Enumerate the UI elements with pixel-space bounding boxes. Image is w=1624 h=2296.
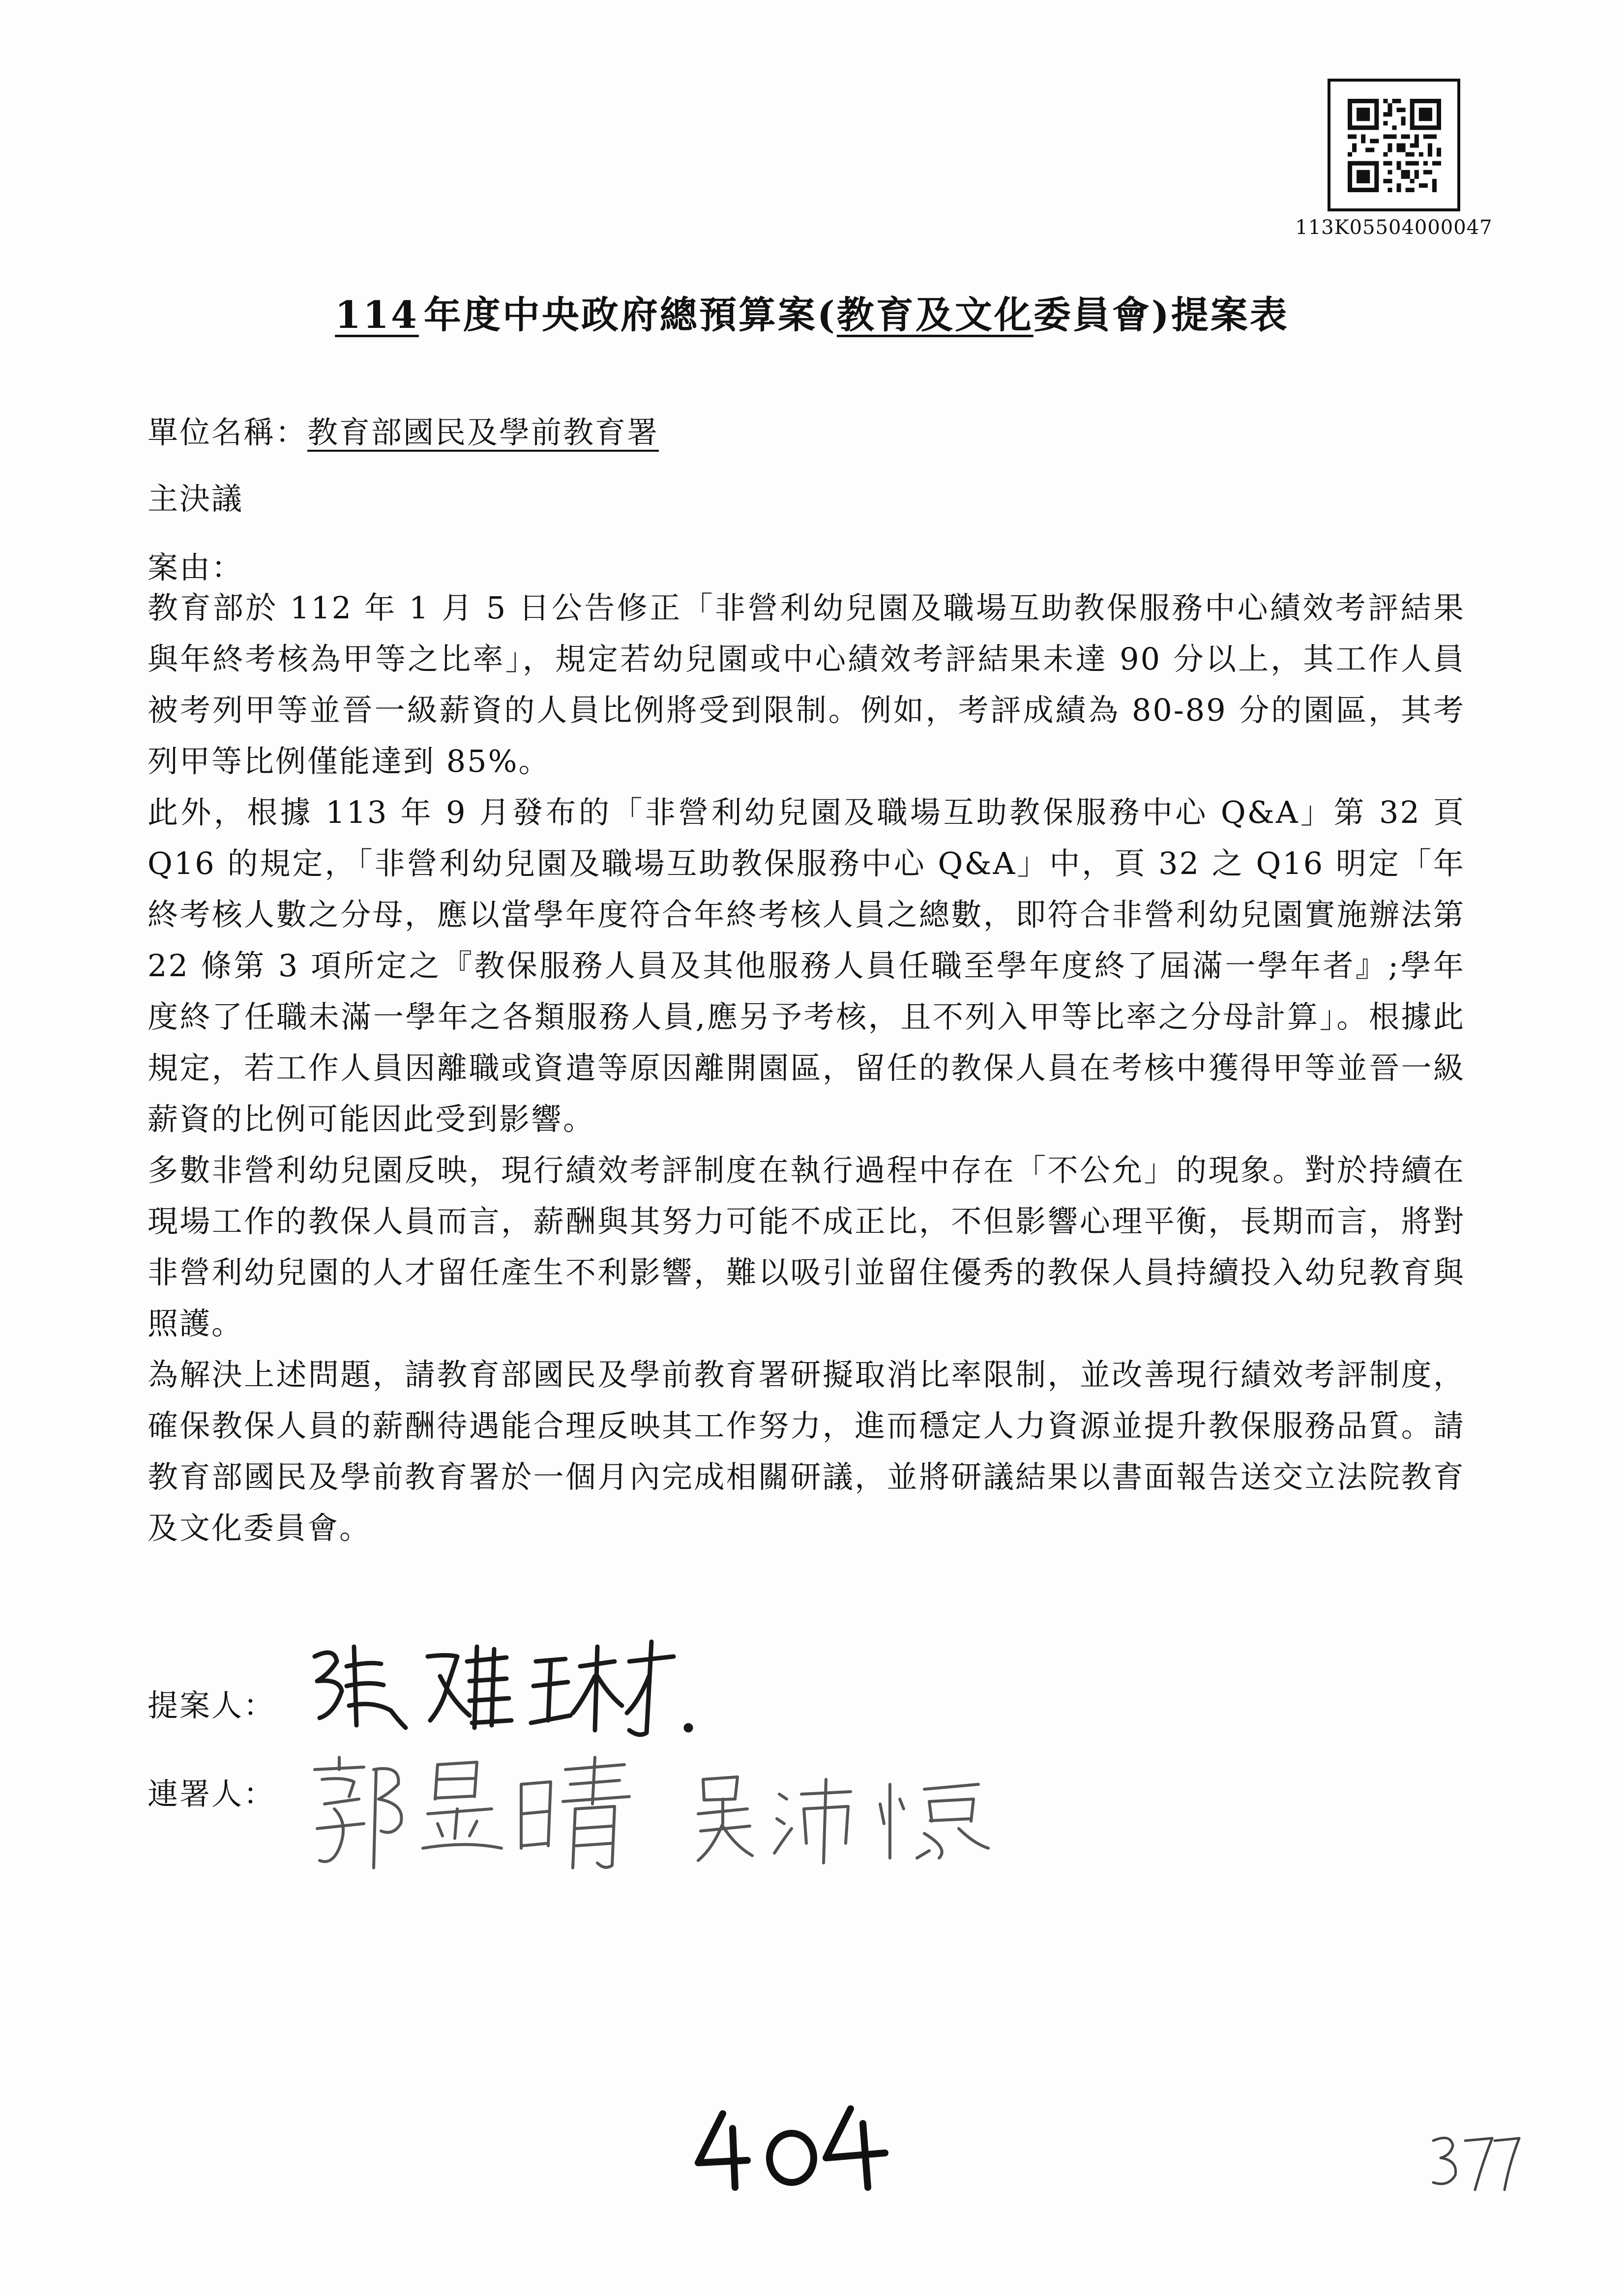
paragraph-1: 教育部於 112 年 1 月 5 日公告修正「非營利幼兒園及職場互助教保服務中心績效考評結果與年終考核為甲等之比率」，規定若幼兒園或中心績效考評結果未達 90 分以上，其工作人員被考列甲等並晉一級薪資的人員比例將受到限制。例如，考評成績為 80-89 分的園區，其考列甲等比例僅能達到 85%。 [148, 590, 1465, 779]
qr-code [1328, 79, 1460, 211]
serial-number: 113K05504000047 [1295, 216, 1493, 239]
handwritten-page-number-text [688, 2104, 726, 2126]
title-year: 114 [335, 293, 419, 337]
unit-value: 教育部國民及學前教育署 [307, 414, 659, 450]
title-part1: 年度中央政府總預算案( [423, 293, 837, 337]
proposer-signature-text [300, 1627, 359, 1655]
handwritten-page-number [688, 2104, 905, 2194]
cosigner-signature-2-text [693, 1770, 752, 1798]
proposer-label: 提案人： [148, 1687, 276, 1723]
unit-label: 單位名稱： [148, 414, 308, 450]
resolution-type: 主決議 [148, 481, 244, 517]
paragraph-3: 多數非營利幼兒園反映，現行績效考評制度在執行過程中存在「不公允」的現象。對於持續在現場工作的教保人員而言，薪酬與其努力可能不成正比，不但影響心理平衡，長期而言，將對非營利幼兒園的人才留任產生不利影響，難以吸引並留住優秀的教保人員持續投入幼兒教育與照護。 [148, 1152, 1465, 1341]
cosigner-label: 連署人： [148, 1776, 276, 1812]
proposer-signature [300, 1627, 703, 1742]
corner-page-number-text [1426, 2128, 1460, 2149]
title-part2: 委員會)提案表 [1033, 293, 1289, 337]
reason-body [148, 582, 1465, 1554]
paragraph-4: 為解決上述問題，請教育部國民及學前教育署研擬取消比率限制，並改善現行績效考評制度，確保教保人員的薪酬待遇能合理反映其工作努力，進而穩定人力資源並提升教保服務品質。請教育部國民及學前教育署於一個月內完成相關研議，並將研議結果以書面報告送交立法院教育及文化委員會。 [148, 1357, 1465, 1546]
document-title [0, 285, 1624, 339]
paragraph-2: 此外，根據 113 年 9 月發布的「非營利幼兒園及職場互助教保服務中心 Q&A」第 32 頁 Q16 的規定，「非營利幼兒園及職場互助教保服務中心 Q&A」中，頁 32 之 Q16 明定「年終考核人數之分母，應以當學年度符合年終考核人員之總數，即符合非營利幼兒園實施辦法第 22 條第 3 項所定之『教保服務人員及其他服務人員任職至學年度終了屆滿一學年者』;學年度終了任職未滿一學年之各類服務人員,應另予考核，且不列入甲等比率之分母計算」。根據此規定，若工作人員因離職或資遣等原因離開園區，留任的教保人員在考核中獲得甲等並晉一級薪資的比例可能因此受到影響。 [148, 794, 1465, 1137]
cosigner-signature-2 [693, 1770, 1008, 1870]
corner-page-number [1426, 2128, 1524, 2199]
signature-icon [300, 1627, 703, 1740]
qr-code-icon [1348, 99, 1441, 192]
cosigner-signature-1 [305, 1750, 679, 1875]
cosigner-signature-1-text [305, 1750, 364, 1778]
unit-row [148, 408, 659, 452]
title-committee: 教育及文化 [836, 293, 1033, 337]
reason-label: 案由： [148, 550, 244, 585]
